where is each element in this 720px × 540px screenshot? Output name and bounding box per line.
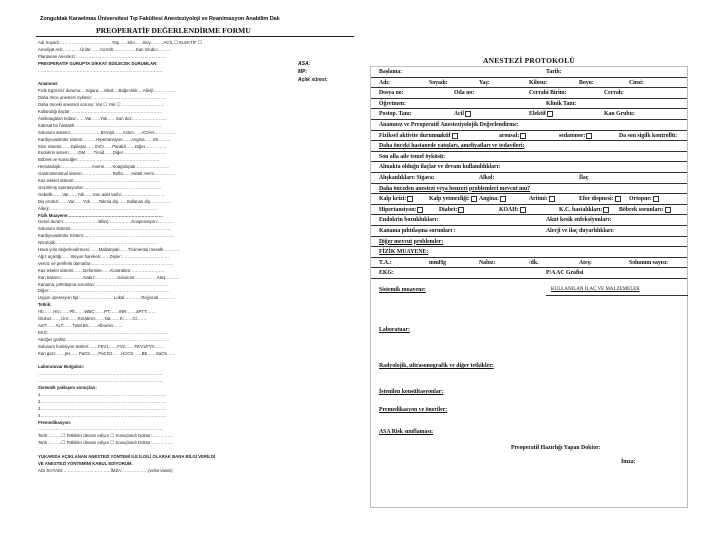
protocol-row bbox=[371, 258, 687, 269]
protocol-cell bbox=[546, 101, 576, 107]
protocol-row bbox=[371, 247, 687, 258]
protocol-cell bbox=[629, 196, 659, 202]
protocol-cell bbox=[604, 90, 624, 96]
protocol-cell-label: Aritmi: bbox=[529, 196, 548, 203]
form-line: Planlanan Anestezi:……………………………………………………… bbox=[38, 53, 166, 59]
form-line: ADI SOYADI:……………………………İMZA:………………(velisi-vasisi) bbox=[38, 467, 173, 473]
protocol-cell bbox=[499, 133, 526, 139]
checkbox[interactable] bbox=[653, 196, 659, 202]
form-line: Daha önceki anestezi sorunu: Var ☐ Yok ☐ ………………………… bbox=[38, 102, 165, 108]
used-materials-label: KULLANILAN İLAÇ VE MALZEMELER bbox=[551, 287, 640, 292]
form-line: Fizik Egzersiz durumu:…Sigara:…Alkol:…Bağımlılık:…Allerji:…………… bbox=[38, 88, 177, 94]
protocol-cell bbox=[619, 207, 671, 213]
form-line: Kalıtsal bir hastalık:…………………………………………………… bbox=[38, 122, 162, 128]
used-materials-divider bbox=[546, 295, 688, 296]
form-line: Sistemik yaklaşım sonuçları: bbox=[38, 385, 97, 390]
form-line: Ameliyat Adı:…………Ünite:……Cerrah:……………Kan Grubu:……… bbox=[38, 46, 171, 52]
checkbox[interactable] bbox=[665, 207, 671, 213]
checkbox[interactable] bbox=[458, 207, 464, 213]
sistemik-label: Sistemik muayene: bbox=[379, 287, 426, 293]
protocol-cell bbox=[379, 111, 412, 117]
protocol-cell-label: Ateş: bbox=[579, 259, 592, 266]
protocol-row bbox=[371, 205, 687, 216]
free-section-label: Laboratuar: bbox=[379, 327, 410, 333]
protocol-cell-label: Klinik Tanı: bbox=[546, 100, 577, 107]
free-section-label: ASA Risk sınıflaması: bbox=[379, 429, 434, 435]
form-line: …………………………………………………………………………… bbox=[38, 426, 163, 432]
form-line: 4.…………………………………………………………………………… bbox=[38, 412, 167, 418]
protocol-row bbox=[371, 184, 687, 195]
form-line: Tetkik: bbox=[38, 302, 52, 308]
protocol-cell bbox=[546, 270, 583, 276]
protocol-cell bbox=[439, 133, 458, 139]
form-line: 1.…………………………………………………………………………… bbox=[38, 391, 167, 397]
protocol-cell-label: sedatonor: bbox=[559, 132, 586, 139]
protocol-row bbox=[371, 173, 687, 184]
protocol-cell-label: Oda no: bbox=[454, 90, 475, 97]
protocol-cell-label: Cerrahi Birim: bbox=[529, 90, 567, 97]
form-line: PREOPERATİF GURUPTA DİKKAT EDİLECEK DURUMLAR: bbox=[38, 60, 158, 66]
form-line: Tarih:………☐ Tetkikler devam ediyor ☐ Sonuçlandı Doktor:…………… bbox=[38, 433, 174, 439]
protocol-cell-label: arousal: bbox=[499, 132, 520, 139]
form-line: Diş protezi:……Var……Yok……Takma diş……Sallanan diş…………… bbox=[38, 198, 172, 204]
form-line: Kan gazı:……pH……PaO2……PaCO2……HCO3……BE……SaO2…… bbox=[38, 350, 176, 356]
form-line: Hava yolu değerlendirmesi:……Mallampati……Tiromental mesafe………… bbox=[38, 247, 181, 252]
protocol-cell-label: Kalp krizi: bbox=[379, 196, 407, 203]
protocol-cell-label: Böbrek sorunları: bbox=[619, 206, 664, 213]
protocol-cell-label: T.A.: bbox=[379, 259, 392, 266]
protocol-cell-label: Nabız: bbox=[479, 259, 496, 266]
protocol-row bbox=[371, 131, 687, 142]
protocol-cell-label: K.C. hastalıkları: bbox=[559, 206, 603, 213]
protocol-cell bbox=[379, 249, 428, 255]
protocol-cell-label: Kan Grubu: bbox=[604, 111, 635, 118]
protocol-cell-label: Dosya no: bbox=[379, 90, 404, 97]
protocol-cell bbox=[379, 175, 435, 181]
form-line: Adı Soyadı:………………………………Yaş……Kilo……Boy………ACİL ☐ ELEKTİF ☐ bbox=[38, 40, 202, 45]
checkbox[interactable] bbox=[586, 133, 592, 139]
protocol-cell bbox=[479, 80, 490, 86]
form-line: VE ANESTEZİ YÖNTEMİNİ KABUL EDİYORUM. bbox=[38, 460, 133, 466]
form-line: Kanama, pıhtılaşma sorunları:…………………………………………… bbox=[38, 281, 169, 287]
form-line: Kan basıncı:……………Nabız:……………Solunum:……………Ateş:……… bbox=[38, 274, 180, 280]
form-title: PREOPERATİF DEĞERLENDİRME FORMU bbox=[96, 26, 251, 35]
protocol-cell bbox=[439, 207, 464, 213]
protocol-cell-label: aktif bbox=[439, 132, 451, 139]
preop-doctor-label: Preoperatif Hazırlığı Yapan Doktor: bbox=[511, 445, 601, 451]
protocol-cell bbox=[529, 260, 539, 266]
checkbox[interactable] bbox=[547, 111, 553, 117]
protocol-cell-label: Öğretmen: bbox=[379, 100, 406, 107]
signature-label: İmza: bbox=[621, 459, 636, 465]
checkbox[interactable] bbox=[417, 207, 423, 213]
checkbox[interactable] bbox=[452, 133, 458, 139]
header-divider bbox=[36, 36, 354, 37]
protocol-cell bbox=[629, 260, 668, 266]
form-line: Anamnez: bbox=[38, 81, 59, 87]
protocol-row bbox=[371, 141, 687, 152]
protocol-cell bbox=[379, 80, 390, 86]
protocol-cell bbox=[529, 80, 547, 86]
protocol-cell bbox=[379, 154, 445, 160]
form-line: Kullandığı ilaçlar: ……………………………………………………… bbox=[38, 109, 163, 114]
protocol-cell bbox=[579, 175, 588, 181]
protocol-cell-label: Son alla aile temel öyküsü: bbox=[379, 153, 446, 160]
protocol-cell-label: P/A AC Grafisi bbox=[546, 270, 584, 277]
form-line: AST:……ALT:……Total Bil:……Albumin:…… bbox=[38, 322, 123, 328]
protocol-cell bbox=[379, 260, 391, 266]
checkbox[interactable] bbox=[549, 196, 555, 202]
form-line: Tarih:………☐ Tetkikler devam ediyor ☐ Sonuçlandı Doktor:…………… bbox=[38, 440, 174, 446]
protocol-cell bbox=[379, 207, 423, 213]
checkbox[interactable] bbox=[500, 196, 506, 202]
protocol-cell bbox=[379, 164, 500, 170]
form-line: Nörolojik:……………………………………………………………… bbox=[38, 240, 160, 246]
protocol-cell-label: Kanama pıhtılaşma sorunları : bbox=[379, 228, 456, 234]
form-line: Akciğer grafisi:……………………………………………………………… bbox=[38, 336, 170, 342]
protocol-cell bbox=[454, 90, 474, 96]
form-line: Kas iskelet sistemi:……Deformite……Kontraktür…………………… bbox=[38, 267, 165, 273]
protocol-cell bbox=[579, 260, 592, 266]
protocol-cell bbox=[546, 69, 562, 75]
form-line: Allerji:………………………………………………………………… bbox=[38, 205, 158, 211]
protocol-cell-label: Boyu: bbox=[579, 79, 594, 86]
protocol-cell bbox=[546, 217, 611, 223]
protocol-cell bbox=[619, 133, 677, 139]
protocol-row bbox=[371, 152, 687, 163]
protocol-cell bbox=[379, 196, 413, 202]
form-line: Uygun operasyon tipi:……………………Lokal…………Rejyonal………… bbox=[38, 295, 176, 301]
protocol-cell-label: Kilosu: bbox=[529, 79, 548, 86]
protocol-cell bbox=[429, 260, 446, 266]
protocol-cell-label: Diğer mevcut problemler: bbox=[379, 238, 444, 245]
form-line: Solunum Sistemi:…………………………………………………………… bbox=[38, 226, 171, 232]
protocol-row bbox=[371, 215, 687, 226]
checkbox[interactable] bbox=[615, 196, 621, 202]
protocol-cell bbox=[559, 133, 592, 139]
protocol-cell bbox=[579, 196, 621, 202]
checkbox[interactable] bbox=[407, 196, 413, 202]
protocol-cell-label: Alışkanlıkları: Sigara: bbox=[379, 175, 435, 181]
protocol-cell-label: Acil bbox=[454, 111, 464, 118]
protocol-cell-label: FİZİK MUAYENE: bbox=[379, 249, 429, 256]
form-line: Böbrek ve Karaciğer:………………………………………………… bbox=[38, 157, 160, 163]
asa-label: ASA: bbox=[298, 61, 311, 67]
form-line: 3.…………………………………………………………………………… bbox=[38, 405, 167, 411]
checkbox[interactable] bbox=[520, 133, 526, 139]
protocol-cell-label: Endokrin bozuklukları: bbox=[379, 217, 439, 224]
protocol-cell-label: mmHg bbox=[429, 259, 447, 266]
form-line: Geçirilmiş operasyonlar:……………………………………………… bbox=[38, 184, 162, 190]
institution-header: Zonguldak Karaelmas Üniversitesi Tıp Fakültesi Anesteziyoloji ve Reanimasyon Anabilim Dalı bbox=[40, 16, 280, 22]
protocol-row bbox=[371, 88, 687, 99]
protocol-row bbox=[371, 99, 687, 110]
form-line: Fizik Muayene:………………………………………………………… bbox=[38, 212, 164, 218]
form-line: 2.…………………………………………………………………………… bbox=[38, 398, 167, 404]
protocol-cell-label: KOAH: bbox=[499, 206, 519, 213]
form-line: Genel durum:……………………Bilinç:……………Kooperasyon:………… bbox=[38, 219, 176, 225]
form-line: Solunum fonksiyon testleri:……FEV1……FVC……FEV1/FVC…… bbox=[38, 343, 164, 349]
preoperative-form-page bbox=[34, 14, 358, 484]
free-section-label: Premedikasyon ve öneriler: bbox=[379, 407, 448, 413]
protocol-row bbox=[371, 109, 687, 120]
form-line: Glukoz:……Üre:……Kreatinin:……Na:……K:……Cl:…… bbox=[38, 316, 147, 321]
protocol-row bbox=[371, 237, 687, 248]
protocol-cell bbox=[559, 207, 609, 213]
protocol-cell-label: Fiziksel aktivite durumu: bbox=[379, 132, 442, 139]
protocol-cell bbox=[479, 260, 495, 266]
checkbox[interactable] bbox=[520, 207, 526, 213]
protocol-row bbox=[371, 162, 687, 173]
protocol-cell-label: Tarih: bbox=[546, 69, 562, 75]
protocol-cell bbox=[479, 196, 506, 202]
protocol-cell-label: Yaş: bbox=[479, 79, 490, 86]
protocol-cell-label: Daha önceki hastanede yatışları, ameliyatları ve tedavileri: bbox=[379, 143, 525, 150]
protocol-cell bbox=[529, 90, 567, 96]
protocol-cell bbox=[379, 133, 442, 139]
protocol-cell-label: Angina: bbox=[479, 196, 499, 203]
protocol-cell-label: Daha önceden anestezi veya benzeri problemleri mevcut mu? bbox=[379, 185, 531, 192]
form-line: Solunum sistemi:…………………Bronşit……Astım……KOAH…………… bbox=[38, 129, 176, 135]
protocol-row bbox=[371, 194, 687, 205]
protocol-row bbox=[371, 226, 687, 237]
protocol-cell bbox=[629, 80, 644, 86]
protocol-cell bbox=[379, 186, 530, 192]
protocol-cell bbox=[379, 270, 394, 276]
protocol-cell bbox=[429, 80, 448, 86]
form-line: …………………………………………………………………………… bbox=[38, 67, 163, 73]
protocol-cell bbox=[579, 80, 594, 86]
protocol-cell bbox=[379, 101, 406, 107]
free-section-label: Radyolojik, ultrasonografik ve diğer tetkikler: bbox=[379, 363, 494, 369]
protocol-cell bbox=[379, 228, 456, 234]
fasting-label: Açlık süresi: bbox=[298, 77, 328, 83]
protocol-cell-label: Soyadı: bbox=[429, 79, 448, 86]
protocol-cell bbox=[379, 122, 519, 128]
protocol-row bbox=[371, 78, 687, 89]
protocol-cell-label: Efor dispnesi: bbox=[579, 196, 614, 203]
protocol-cell bbox=[454, 111, 471, 117]
protocol-cell-label: Kalp yetmezliği: bbox=[429, 196, 470, 203]
form-line: Kardiyovasküler sistem:………Hipertansiyon……Angina……MI……… bbox=[38, 136, 171, 142]
form-line: Laboratuvar Bulguları: bbox=[38, 364, 85, 370]
form-line: EKG:………………………………………………………………………… bbox=[38, 329, 169, 335]
protocol-cell bbox=[529, 111, 553, 117]
form-line: …………………………………………………………………………… bbox=[38, 378, 163, 384]
protocol-cell-label: Cerrah: bbox=[604, 90, 624, 97]
protocol-cell-label: /dk. bbox=[529, 259, 539, 266]
protocol-cell-label: Cinsi: bbox=[629, 79, 644, 86]
form-line: Premedikasyon: bbox=[38, 419, 72, 425]
protocol-cell-label: Elektif bbox=[529, 111, 546, 118]
free-section-label: İstenilen konsültasyonlar: bbox=[379, 389, 444, 395]
protocol-cell-label: EKG: bbox=[379, 270, 394, 277]
checkbox[interactable] bbox=[465, 111, 471, 117]
protocol-cell-label: Alerji ve ilaç duyarlılıkları: bbox=[546, 228, 615, 234]
protocol-cell-label: Ortopne: bbox=[629, 196, 652, 203]
form-line: Gastrointestinal sistem:…………………Reflü……Hiatal Herni…………… bbox=[38, 171, 176, 177]
form-line: …………………………………………………………………………… bbox=[38, 371, 163, 377]
protocol-cell-label: Başlama: bbox=[379, 69, 403, 75]
form-line: Gebelik:……Var……Yok……Son adet tarihi:………………………… bbox=[38, 191, 165, 197]
protocol-cell bbox=[379, 69, 402, 75]
form-line: Diğer:………………………………………………………………………… bbox=[38, 288, 170, 294]
protocol-row bbox=[371, 120, 687, 131]
protocol-cell-label: Adı: bbox=[379, 79, 390, 86]
protocol-cell-label: Postop. Tanı: bbox=[379, 111, 412, 118]
protocol-cell bbox=[379, 90, 404, 96]
protocol-cell-label: Hipertansiyon: bbox=[379, 206, 417, 213]
form-line: YUKARIDA AÇIKLANAN ANESTEZİ YÖNTEMİ İLE İLGİLİ OLARAK BANA BİLGİ VERİLDİ bbox=[38, 454, 216, 459]
anesthesia-protocol-page bbox=[370, 56, 688, 508]
protocol-cell-label: İlaç bbox=[579, 175, 589, 181]
protocol-cell-label: Da son sigilk kontrollü: bbox=[619, 132, 678, 139]
protocol-cell-label: Solunum sayısı: bbox=[629, 259, 669, 266]
protocol-cell bbox=[529, 196, 555, 202]
form-line: Hematolojik:…………………Anemi……Koagülopati…………………… bbox=[38, 164, 170, 170]
form-line: Kas iskelet sistemi:…………………………………………………… bbox=[38, 178, 161, 183]
form-line: Ağız açıklığı:……Boyun hareketi:……Dişler:…………………………… bbox=[38, 253, 170, 259]
form-line: Sinir sistemi:……Epilepsi……SVO……Paralizi……Diğer…………… bbox=[38, 143, 167, 149]
form-line: Hb:……Htc:……Plt:……WBC:……PT:……INR:……aPTT:…… bbox=[38, 309, 156, 315]
form-line: Endokrin sistem:……DM……Tiroid……Diğer………………………… bbox=[38, 150, 167, 156]
protocol-cell bbox=[379, 239, 443, 245]
form-line: Kardiyovasküler Sistem:……………………………………………………… bbox=[38, 233, 175, 239]
protocol-cell-label: Diabet: bbox=[439, 206, 458, 213]
protocol-row bbox=[371, 268, 687, 279]
protocol-cell-label: Akut kesik enfeksiyonları: bbox=[546, 217, 612, 224]
protocol-title: ANESTEZİ PROTOKOLÜ bbox=[482, 56, 576, 65]
mp-label: MP: bbox=[298, 69, 308, 75]
protocol-cell bbox=[379, 217, 438, 223]
protocol-cell bbox=[379, 143, 524, 149]
checkbox[interactable] bbox=[471, 196, 477, 202]
form-line: Daha önce anestezi öyküsü: …………………………………………… bbox=[38, 95, 167, 101]
protocol-cell bbox=[479, 175, 494, 181]
protocol-cell-label: Anamnez ve Preoperatif Anesteziyolojik Değerlendirme: bbox=[379, 122, 519, 128]
protocol-cell-label: Almakta olduğu ilaçlar ve devam kullanıldıkları: bbox=[379, 164, 501, 171]
protocol-cell bbox=[429, 196, 477, 202]
protocol-cell-label: Alkol: bbox=[479, 175, 495, 181]
protocol-cell bbox=[604, 111, 635, 117]
form-line: Venöz ve periferik damarlar:………………………………………………… bbox=[38, 260, 174, 266]
form-line: Antikoagülan tedavi:……Var……Yok……Son doz:…………………… bbox=[38, 115, 168, 121]
protocol-cell bbox=[499, 207, 526, 213]
protocol-cell bbox=[546, 228, 614, 234]
checkbox[interactable] bbox=[603, 207, 609, 213]
protocol-row bbox=[371, 67, 687, 78]
